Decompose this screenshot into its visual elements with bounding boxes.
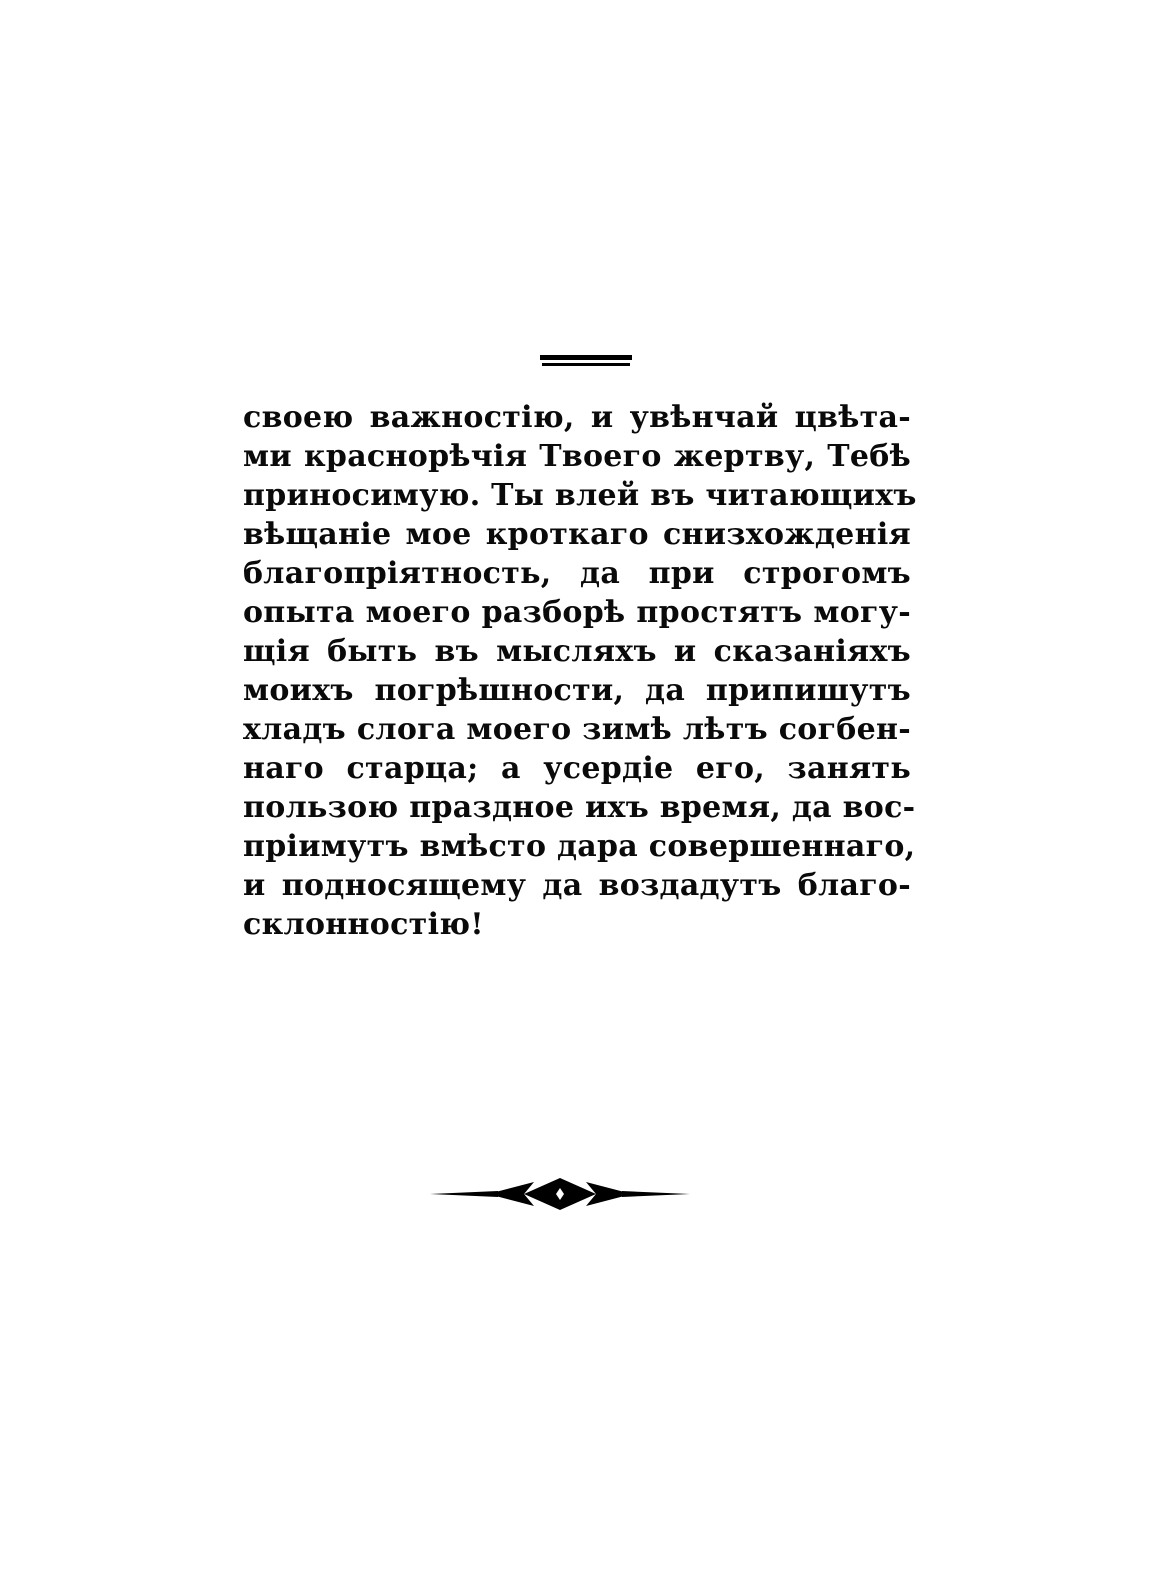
rule-thick	[540, 355, 632, 360]
text-line: пользою праздное ихъ время, да вос-	[243, 790, 916, 825]
text-line: хладъ слога моего зимѣ лѣтъ согбен-	[243, 712, 911, 747]
text-line: и подносящему да воздадутъ благо-	[243, 868, 911, 903]
text-line: вѣщаніе мое кроткаго снизхожденія	[243, 517, 911, 552]
text-line: своею важностію, и увѣнчай цвѣта-	[243, 400, 911, 435]
tailpiece-ornament-icon	[428, 1172, 692, 1216]
text-line: моихъ погрѣшности, да припишутъ	[243, 673, 911, 708]
text-line: склонностію!	[243, 907, 484, 942]
text-line: пріимутъ вмѣсто дара совершеннаго,	[243, 829, 916, 864]
header-double-rule	[540, 355, 632, 369]
body-paragraph	[243, 398, 917, 944]
text-line: наго старца; а усердіе его, занять	[243, 751, 911, 786]
text-line: приносимую. Ты влей въ читающихъ	[243, 478, 917, 513]
text-line: щія быть въ мысляхъ и сказаніяхъ	[243, 634, 911, 669]
text-line: опыта моего разборѣ простятъ могу-	[243, 595, 911, 630]
text-line: благопріятность, да при строгомъ	[243, 556, 911, 591]
text-line: ми краснорѣчія Твоего жертву, Тебѣ	[243, 439, 911, 474]
rule-thin	[542, 363, 630, 366]
